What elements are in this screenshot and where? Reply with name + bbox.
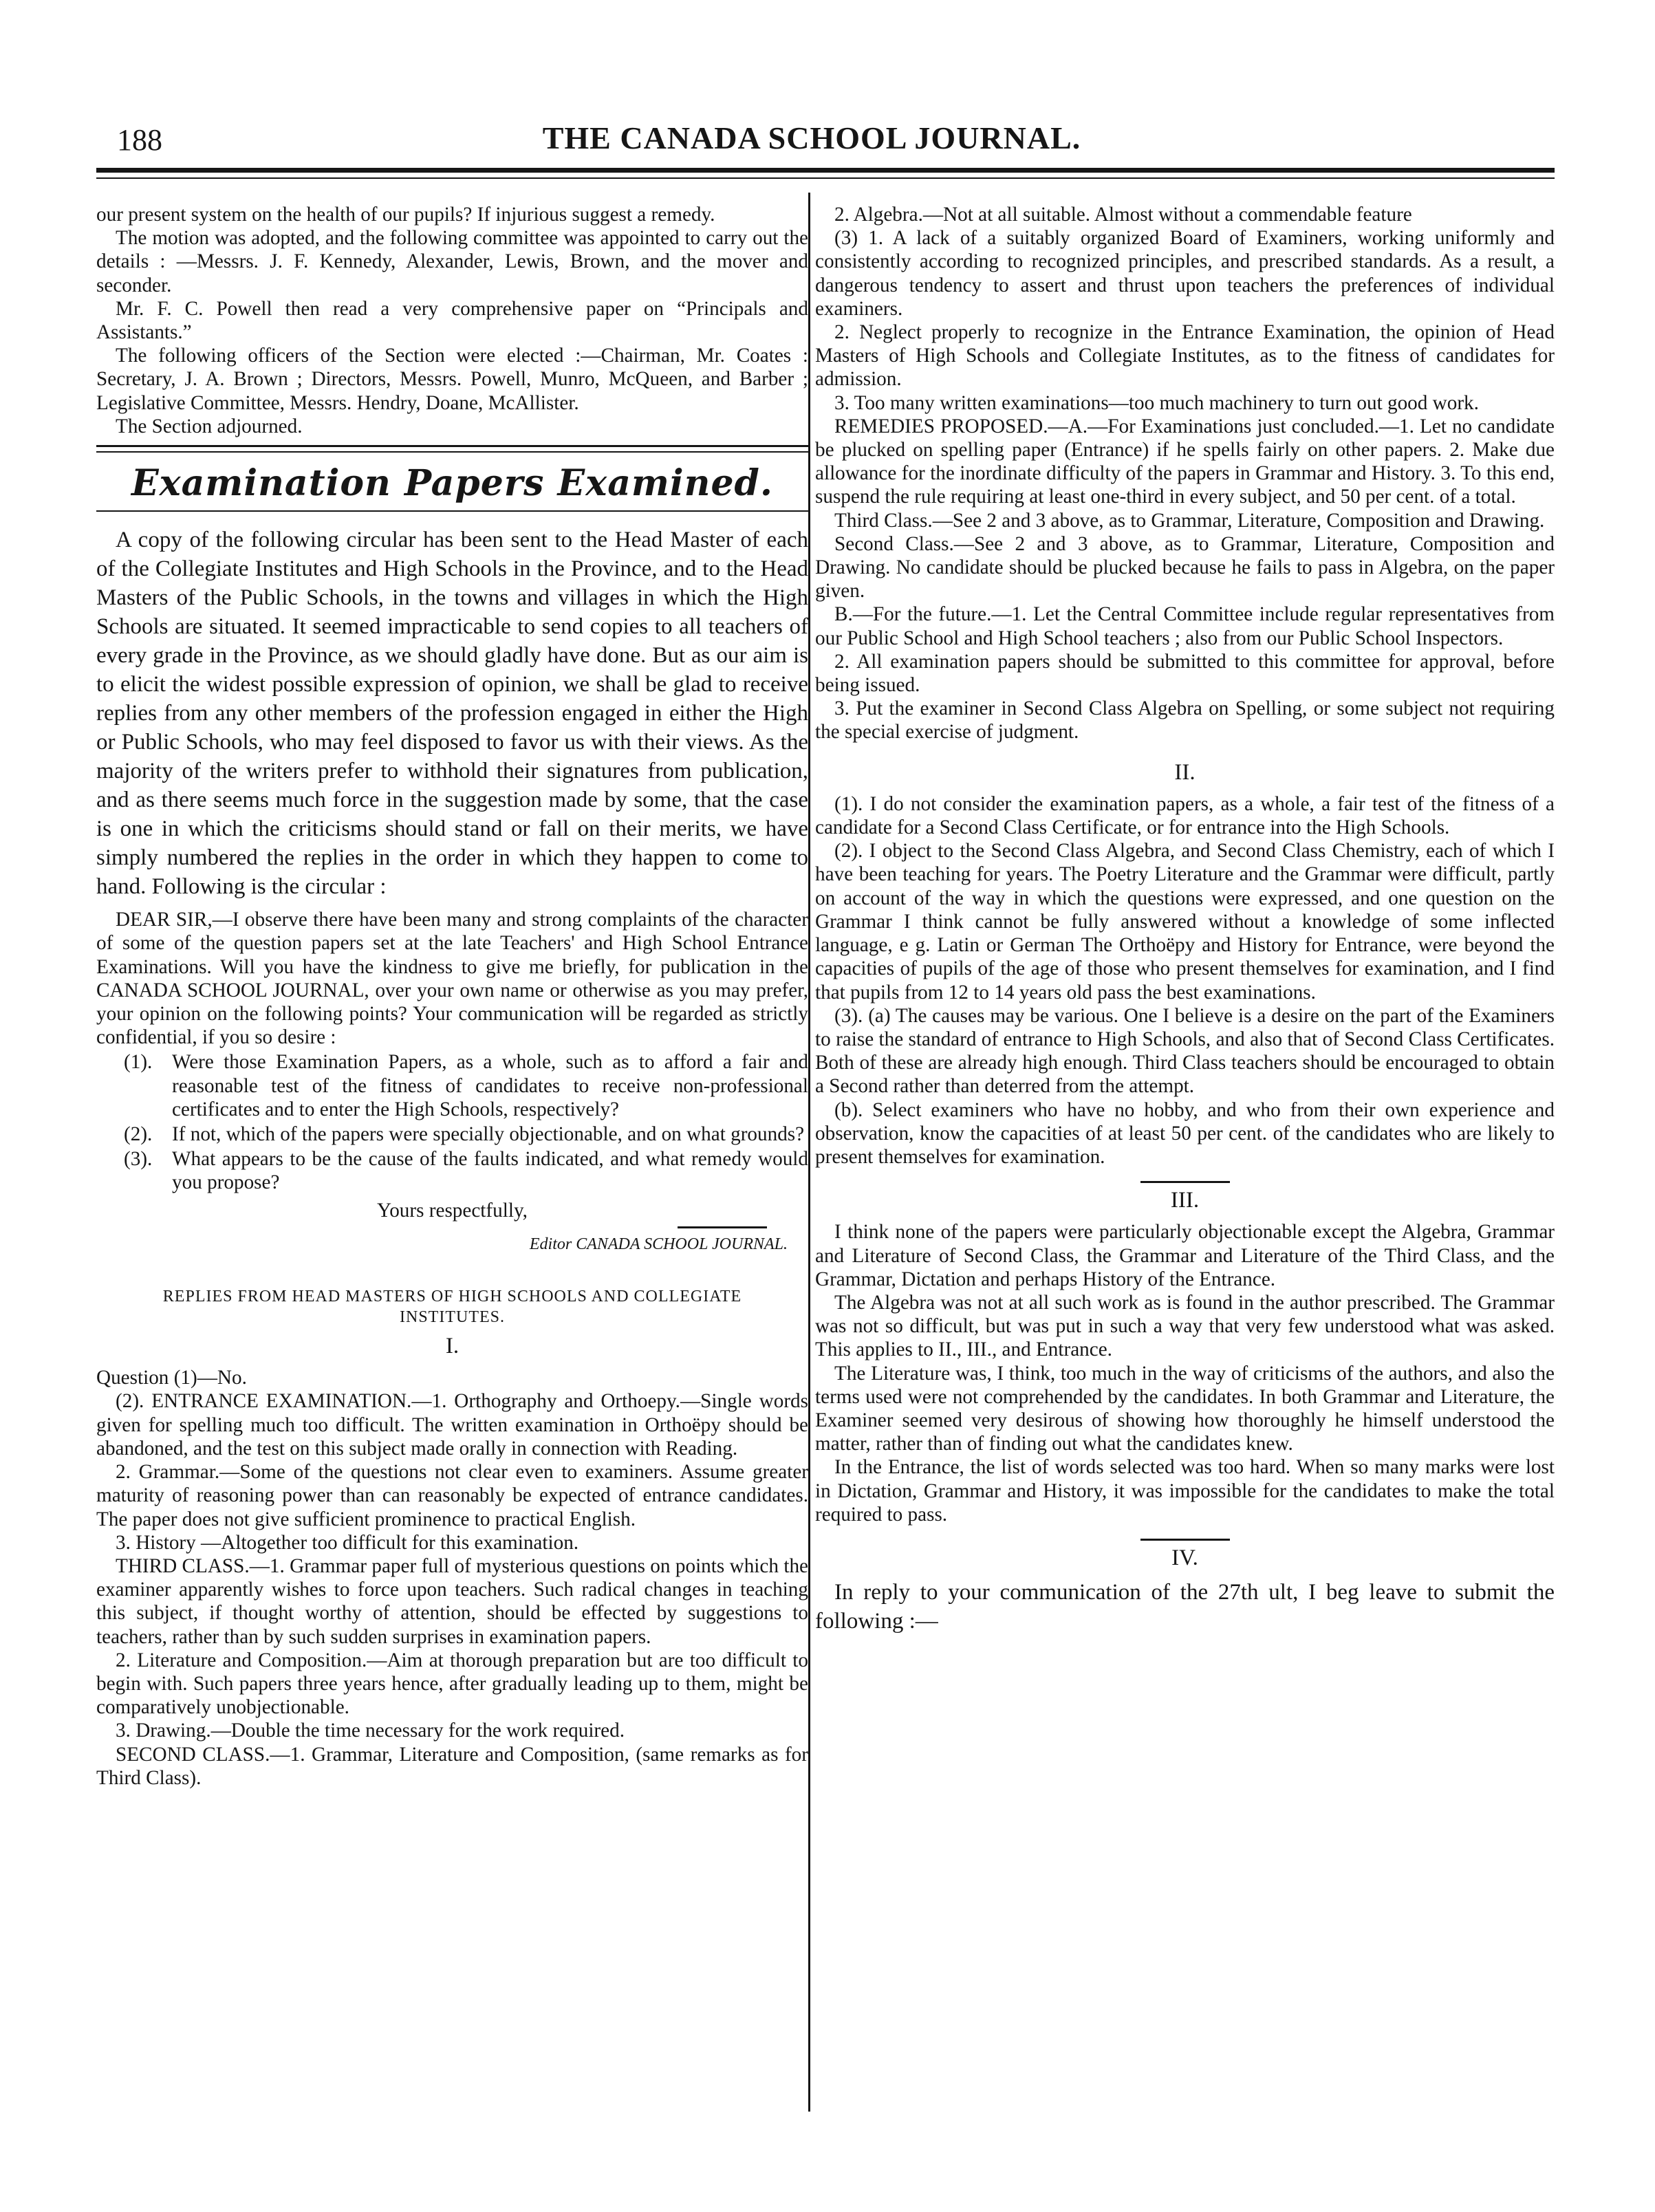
- paragraph: Third Class.—See 2 and 3 above, as to Grammar, Literature, Composition and Drawing.: [834, 509, 1545, 532]
- paragraph: 3. Put the examiner in Second Class Algebra on Spelling, or some subject not requiring the special exercise of judgment.: [815, 697, 1555, 744]
- circular-question: [124, 1050, 808, 1121]
- reply-paragraph: (1). I do not consider the examination papers, as a whole, a fair test of the fitness of a candidate for a Second Class Certificate, or for entrance into the High Schools.: [815, 792, 1555, 839]
- question-text: If not, which of the papers were specially objectionable, and on what grounds?: [172, 1123, 805, 1146]
- paragraph: 3. Too many written examinations—too much machinery to turn out good work.: [834, 391, 1479, 414]
- paragraph: B.—For the future.—1. Let the Central Committee include regular representatives from our Public School and High School teachers ; also from our Public School Inspectors.: [815, 603, 1555, 649]
- reply-paragraph: 3. History —Altogether too difficult for this examination.: [116, 1531, 579, 1554]
- reply-paragraph: 2. Literature and Composition.—Aim at thorough preparation but are too difficult to begin with. Such papers three years hence, after gradually leading up to them, might be comparatively unobjectionable.: [96, 1649, 808, 1719]
- paragraph: The following officers of the Section were elected :—Chairman, Mr. Coates : Secretary, J. A. Brown ; Directors, Messrs. Powell, Munro, McQueen, and Barber ; Legislative Committee, Messrs. Hendry, Doane, McAllister.: [96, 345, 808, 414]
- circular-letter: DEAR SIR,—I observe there have been many and strong complaints of the character of some of the question papers set at the late Teachers' and High School Entrance Examinations. Will you have the kindness to give me briefly, for publication in the CANADA SCHOOL JOURNAL, over your own name or otherwise as you may prefer, your opinion on the following points? Your communication will be regarded as strictly confidential, if you so desire :: [96, 909, 808, 1049]
- reply-paragraph: (2). I object to the Second Class Algebra, and Second Class Chemistry, each of which I have been teaching for years. The Poetry Literature and the Grammar were difficult, partly on account of the way in which the questions were expressed, and one question on the Grammar I think cannot be fully answered without a knowledge of some inflected language, e g. Latin or German The Orthoëpy and History for Entrance, were beyond the capacities of pupils of the age of those who present themselves for examination, and I find that pupils from 12 to 14 years old pass the best examinations.: [815, 840, 1555, 1004]
- paragraph: The motion was adopted, and the following committee was appointed to carry out the details : —Messrs. J. F. Kennedy, Alexander, Lewis, Brown, and the mover and seconder.: [96, 227, 808, 296]
- section-heading: Examination Papers Examined.: [131, 462, 774, 505]
- reply-paragraph: (3). (a) The causes may be various. One I believe is a desire on the part of the Examiners to raise the standard of entrance to High Schools, and also that of Second Class Certificates. Both of these are already high enough. Third Class teachers should be encouraged to obtain a Second rather than deterred from the attempt.: [815, 1004, 1555, 1098]
- paragraph: 2. Neglect properly to recognize in the Entrance Examination, the opinion of Head Masters of High Schools and Collegiate Institutes, as to the fitness of candidates for admission.: [815, 321, 1555, 391]
- replies-heading: REPLIES FROM HEAD MASTERS OF HIGH SCHOOLS AND COLLEGIATE INSTITUTES.: [162, 1288, 742, 1327]
- question-text: Were those Examination Papers, as a whole, such as to afford a fair and reasonable test of the fitness of candidates to receive non-professional certificates and to enter the High Schools, respectively?: [172, 1051, 808, 1120]
- signature: Editor CANADA SCHOOL JOURNAL.: [529, 1235, 788, 1253]
- reply-paragraph: In reply to your communication of the 27th ult, I beg leave to submit the following :—: [815, 1580, 1555, 1634]
- paragraph: Mr. F. C. Powell then read a very comprehensive paper on “Principals and Assistants.”: [96, 297, 808, 344]
- reply-numeral: II.: [1174, 759, 1196, 785]
- page-number: 188: [117, 123, 162, 157]
- reply-separator: [1140, 1539, 1230, 1541]
- header-rule-thin: [96, 177, 1555, 179]
- reply-paragraph: I think none of the papers were particularly objectionable except the Algebra, Grammar and Literature of Second Class, the Grammar and Literature of the Third Class, and the Grammar, Dictation and perhaps History of the Entrance.: [815, 1221, 1555, 1290]
- paragraph: REMEDIES PROPOSED.—A.—For Examinations just concluded.—1. Let no candidate be plucked on spelling paper (Entrance) if he spells fairly on other papers. 2. Make due allowance for the inordinate difficulty of the papers in Grammar and History. 3. To this end, suspend the rule requiring at least one-third in every subject, and 50 per cent. of a total.: [815, 415, 1555, 508]
- reply-paragraph: (b). Select examiners who have no hobby, and who from their own experience and observation, know the capacities of at least 50 per cent. of the candidates who are likely to present themselves for examination.: [815, 1098, 1555, 1168]
- left-column: [96, 203, 808, 1790]
- reply-paragraph: In the Entrance, the list of words selected was too hard. When so many marks were lost in Dictation, Grammar and History, it was impossible for the candidates to make the total required to pass.: [815, 1456, 1555, 1526]
- question-number: (2).: [124, 1123, 153, 1146]
- section-rule-top: [96, 445, 808, 447]
- paragraph: The Section adjourned.: [116, 415, 303, 437]
- reply-numeral: III.: [1170, 1188, 1200, 1213]
- circular-question: [124, 1123, 808, 1146]
- reply-paragraph: The Algebra was not at all such work as is found in the author prescribed. The Grammar was not so difficult, but was put in such a way that very few understood what was asked. This applies to II., III., and Entrance.: [815, 1291, 1555, 1361]
- question-number: (3).: [124, 1148, 153, 1171]
- header-rule-thick: [96, 168, 1555, 173]
- column-divider: [808, 193, 810, 2112]
- paragraph: 2. Algebra.—Not at all suitable. Almost without a commendable feature: [834, 204, 1412, 226]
- paragraph: 2. All examination papers should be submitted to this committee for approval, before being issued.: [815, 650, 1555, 697]
- reply-paragraph: 2. Grammar.—Some of the questions not clear even to examiners. Assume greater maturity of reasoning power than can reasonably be expected of entrance candidates. The paper does not give sufficient prominence to practical English.: [96, 1461, 808, 1530]
- closing: Yours respectfully,: [377, 1199, 528, 1222]
- reply-paragraph: The Literature was, I think, too much in the way of criticisms of the authors, and also the terms used were not comprehended by the candidates. In both Grammar and Literature, the Examiner seemed very desirous of showing how thoroughly he himself understood the matter, rather than of finding out what the candidates knew.: [815, 1362, 1555, 1455]
- intro-paragraph: A copy of the following circular has been sent to the Head Master of each of the Collegiate Institutes and High Schools in the Province, and to the Head Masters of the Public Schools, in the towns and villages in which the High Schools are situated. It seemed impracticable to send copies to all teachers of every grade in the Province, as we should gladly have done. But as our aim is to elicit the widest possible expression of opinion, we shall be glad to receive replies from any other members of the profession engaged in either the High or Public Schools, who may feel disposed to favor us with their views. As the majority of the writers prefer to withhold their signatures from publication, and as there seems much force in the suggestion made by some, that the case is one in which the criticisms should stand or fall on their merits, we have simply numbered the replies in the order in which they happen to come to hand. Following is the circular :: [96, 528, 808, 900]
- reply-paragraph: (2). ENTRANCE EXAMINATION.—1. Orthography and Orthoepy.—Single words given for spelling much too difficult. The written examination in Orthoëpy should be abandoned, and the test on this subject made orally in connection with Reading.: [96, 1390, 808, 1460]
- continued-paragraph: our present system on the health of our pupils? If injurious suggest a remedy.: [96, 204, 715, 226]
- section-rule-bottom: [96, 510, 808, 512]
- reply-numeral: IV.: [1171, 1545, 1198, 1570]
- question-text: What appears to be the cause of the faults indicated, and what remedy would you propose?: [172, 1148, 808, 1194]
- paragraph: (3) 1. A lack of a suitably organized Board of Examiners, working uniformly and consistently according to recognized principles, and prescribed standards. As a result, a dangerous tendency to assert and thrust upon teachers the preferences of individual examiners.: [815, 227, 1555, 320]
- reply-paragraph: Question (1)—No.: [96, 1367, 247, 1389]
- question-number: (1).: [124, 1051, 153, 1074]
- circular-question: [124, 1147, 808, 1194]
- reply-separator: [1140, 1181, 1230, 1183]
- journal-title: THE CANADA SCHOOL JOURNAL.: [542, 120, 1081, 155]
- page-header: [76, 116, 1548, 164]
- reply-paragraph: SECOND CLASS.—1. Grammar, Literature and Composition, (same remarks as for Third Class).: [96, 1743, 808, 1789]
- signature-rule: [678, 1226, 767, 1228]
- reply-numeral: I.: [445, 1334, 459, 1359]
- right-column: [815, 203, 1555, 1636]
- paragraph: Second Class.—See 2 and 3 above, as to Grammar, Literature, Composition and Drawing. No candidate should be plucked because he fails to pass in Algebra, on the paper given.: [815, 532, 1555, 603]
- reply-paragraph: 3. Drawing.—Double the time necessary for the work required.: [116, 1720, 625, 1742]
- section-rule-top-thin: [96, 451, 808, 453]
- reply-paragraph: THIRD CLASS.—1. Grammar paper full of mysterious questions on points which the examiner apparently wishes to force upon teachers. Such radical changes in teaching this subject, if thought worthy of attention, should be effected by suggestions to teachers, rather than by such sudden surprises in examination papers.: [96, 1554, 808, 1648]
